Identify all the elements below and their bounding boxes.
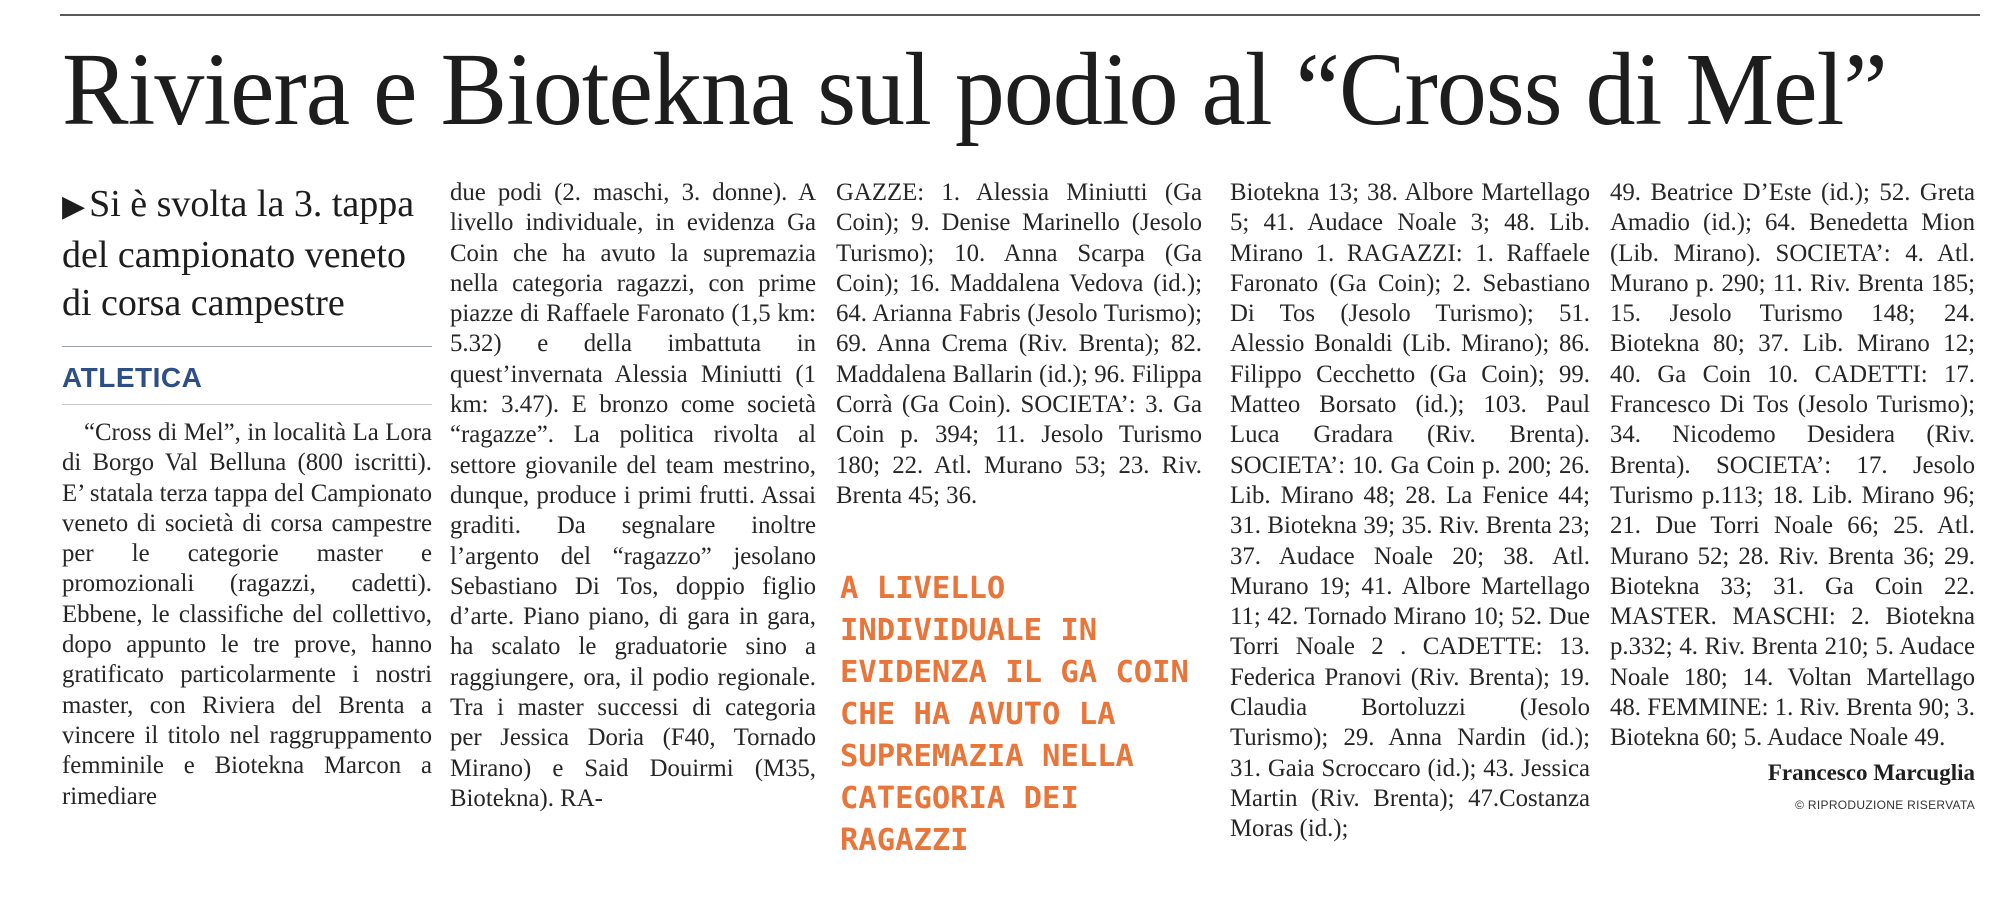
subhead <box>62 180 432 327</box>
section-underline <box>62 404 432 405</box>
copyright-notice: © RIPRODUZIONE RISERVATA <box>1795 798 1975 812</box>
top-rule <box>60 14 1980 16</box>
byline: Francesco Marcuglia <box>1767 760 1975 785</box>
pull-quote: A LIVELLO INDIVIDUALE IN EVIDENZA IL GA COIN CHE HA AVUTO LA SUPREMAZIA NELLA CATEGORIA DEI RAGAZZI <box>840 571 1189 858</box>
article-column-5: 49. Beatrice D’Este (id.); 52. Greta Amadio (id.); 64. Benedetta Mion (Lib. Mirano). SOCIETA’: 4. Atl. Murano p. 290; 11. Riv. Brenta 185; 15. Jesolo Turismo 148; 24. Biotekna 80; 37. Lib. Mirano 12; 40. Ga Coin 10. CADETTI: 17. Francesco Di Tos (Jesolo Turismo); 34. Nicodemo Desidera (Riv. Brenta). SOCIETA’: 17. Jesolo Turismo p.113; 18. Lib. Mirano 96; 21. Due Torri Noale 66; 25. Atl. Murano 52; 28. Riv. Brenta 36; 29. Biotekna 33; 31. Ga Coin 22. MASTER. MASCHI: 2. Biotekna p.332; 4. Riv. Brenta 210; 5. Audace Noale 180; 14. Voltan Martellago 48. FEMMINE: 1. Riv. Brenta 90; 3. Biotekna 60; 5. Audace Noale 49. <box>1610 179 1975 752</box>
subhead-separator <box>62 346 432 347</box>
section-label: ATLETICA <box>62 362 203 393</box>
headline: Riviera e Biotekna sul podio al “Cross di Mel” <box>62 32 1887 147</box>
article-column-3: GAZZE: 1. Alessia Miniutti (Ga Coin); 9. Denise Marinello (Jesolo Turismo); 10. Anna Scarpa (Ga Coin); 16. Maddalena Vedova (id.); 64. Arianna Fabris (Jesolo Turismo); 69. Anna Crema (Riv. Brenta); 82. Maddalena Ballarin (id.); 96. Filippa Corrà (Ga Coin). SOCIETA’: 3. Ga Coin p. 394; 11. Jesolo Turismo 180; 22. Atl. Murano 53; 23. Riv. Brenta 45; 36. <box>836 179 1202 509</box>
subhead-text: Si è svolta la 3. tappa del campionato veneto di corsa campestre <box>62 183 415 324</box>
article-column-2: due podi (2. maschi, 3. donne). A livello individuale, in evidenza Ga Coin che ha avuto la supremazia nella categoria ragazzi, con prime piazze di Raffaele Faronato (1,5 km: 5.32) e della imbattuta in quest’invernata Alessia Miniutti (1 km: 3.47). E bronzo come società “ragazze”. La politica rivolta al settore giovanile del team mestrino, dunque, produce i primi frutti. Assai graditi. Da segnalare inoltre l’argento del “ragazzo” jesolano Sebastiano Di Tos, doppio figlio d’arte. Piano piano, di gara in gara, ha scalato le graduatorie sino a raggiungere, ora, il podio regionale. Tra i master successi di categoria per Jessica Doria (F40, Tornado Mirano) e Said Douirmi (M35, Biotekna). RA- <box>450 179 816 812</box>
article-column-4: Biotekna 13; 38. Albore Martellago 5; 41. Audace Noale 3; 48. Lib. Mirano 1. RAGAZZI: 1. Raffaele Faronato (Ga Coin); 2. Sebastiano Di Tos (Jesolo Turismo); 51. Alessio Bonaldi (Lib. Mirano); 86. Filippo Cecchetto (Ga Coin); 99. Matteo Borsato (id.); 103. Paul Luca Gradara (Riv. Brenta). SOCIETA’: 10. Ga Coin p. 200; 26. Lib. Mirano 48; 28. La Fenice 44; 31. Biotekna 39; 35. Riv. Brenta 23; 37. Audace Noale 20; 38. Atl. Murano 19; 41. Albore Martellago 11; 42. Tornado Mirano 10; 52. Due Torri Noale 2 . CADETTE: 13. Federica Pranovi (Riv. Brenta); 19. Claudia Bortoluzzi (Jesolo Turismo); 29. Anna Nardin (id.); 31. Gaia Scroccaro (id.); 43. Jessica Martin (Riv. Brenta); 47.Costanza Moras (id.); <box>1230 179 1590 843</box>
article-column-1: “Cross di Mel”, in località La Lora di Borgo Val Belluna (800 iscritti). E’ statala terza tappa del Campionato veneto di società di corsa campestre per le categorie master e promozionali (ragazzi, cadetti). Ebbene, le classifiche del collettivo, dopo appunto le tre prove, hanno gratificato particolarmente i nostri master, con Riviera del Brenta a vincere il titolo nel raggruppamento femminile e Biotekna Marcon a rimediare <box>62 419 432 810</box>
triangle-marker-icon: ▶ <box>62 190 86 223</box>
